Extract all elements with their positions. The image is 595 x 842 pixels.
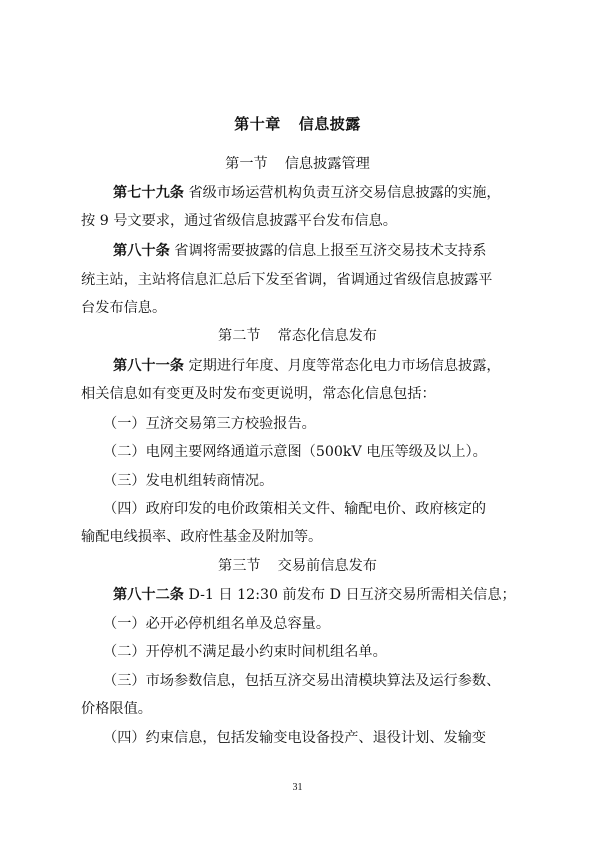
article-label: 第七十九条: [113, 185, 184, 201]
article-text: 省调将需要披露的信息上报至互济交易技术支持系: [174, 243, 487, 259]
article-80-line-1: [113, 242, 486, 260]
article-81-line-1: [113, 357, 501, 375]
section-number: 第三节: [218, 558, 261, 574]
article-text: 定期进行年度、月度等常态化电力市场信息披露，: [188, 358, 501, 374]
list-item: （二）电网主要网络通道示意图（500kV 电压等级及以上）。: [103, 444, 487, 460]
list-item-continuation: 价格限值。: [81, 701, 152, 717]
article-label: 第八十条: [113, 243, 170, 259]
section-heading-2: [0, 327, 595, 345]
section-title: 信息披露管理: [284, 156, 370, 172]
list-item: （四）约束信息，包括发输变电设备投产、退役计划、发输变: [103, 730, 487, 746]
list-item: （二）开停机不满足最小约束时间机组名单。: [103, 644, 387, 660]
page-number: 31: [292, 782, 303, 793]
section-heading-3: [0, 557, 595, 575]
article-79-line-2: 按 9 号文要求，通过省级信息披露平台发布信息。: [81, 213, 397, 229]
article-79-line-1: [113, 184, 501, 202]
section-number: 第一节: [225, 156, 268, 172]
chapter-number: 第十章: [234, 115, 281, 133]
list-item: （三）市场参数信息，包括互济交易出清模块算法及运行参数、: [103, 673, 501, 689]
list-item: （一）互济交易第三方校验报告。: [103, 416, 316, 432]
list-item-continuation: 输配电线损率、政府性基金及附加等。: [81, 529, 323, 545]
article-82-line-1: [113, 586, 516, 604]
article-label: 第八十二条: [113, 587, 184, 603]
list-item: （三）发电机组转商情况。: [103, 473, 274, 489]
list-item: （一）必开必停机组名单及总容量。: [103, 616, 331, 632]
section-heading-1: [0, 155, 595, 173]
chapter-title: 信息披露: [298, 115, 361, 133]
article-80-line-3: 台发布信息。: [81, 300, 167, 316]
chapter-heading: [0, 115, 595, 133]
article-label: 第八十一条: [113, 358, 184, 374]
section-number: 第二节: [218, 328, 261, 344]
article-text: D-1 日 12:30 前发布 D 日互济交易所需相关信息；: [188, 587, 516, 603]
article-text: 省级市场运营机构负责互济交易信息披露的实施，: [188, 185, 501, 201]
article-80-line-2: 统主站，主站将信息汇总后下发至省调，省调通过省级信息披露平: [81, 272, 493, 288]
section-title: 常态化信息发布: [277, 328, 377, 344]
list-item: （四）政府印发的电价政策相关文件、输配电价、政府核定的: [103, 501, 487, 517]
article-81-line-2: 相关信息如有变更及时发布变更说明，常态化信息包括：: [81, 386, 436, 402]
section-title: 交易前信息发布: [277, 558, 377, 574]
